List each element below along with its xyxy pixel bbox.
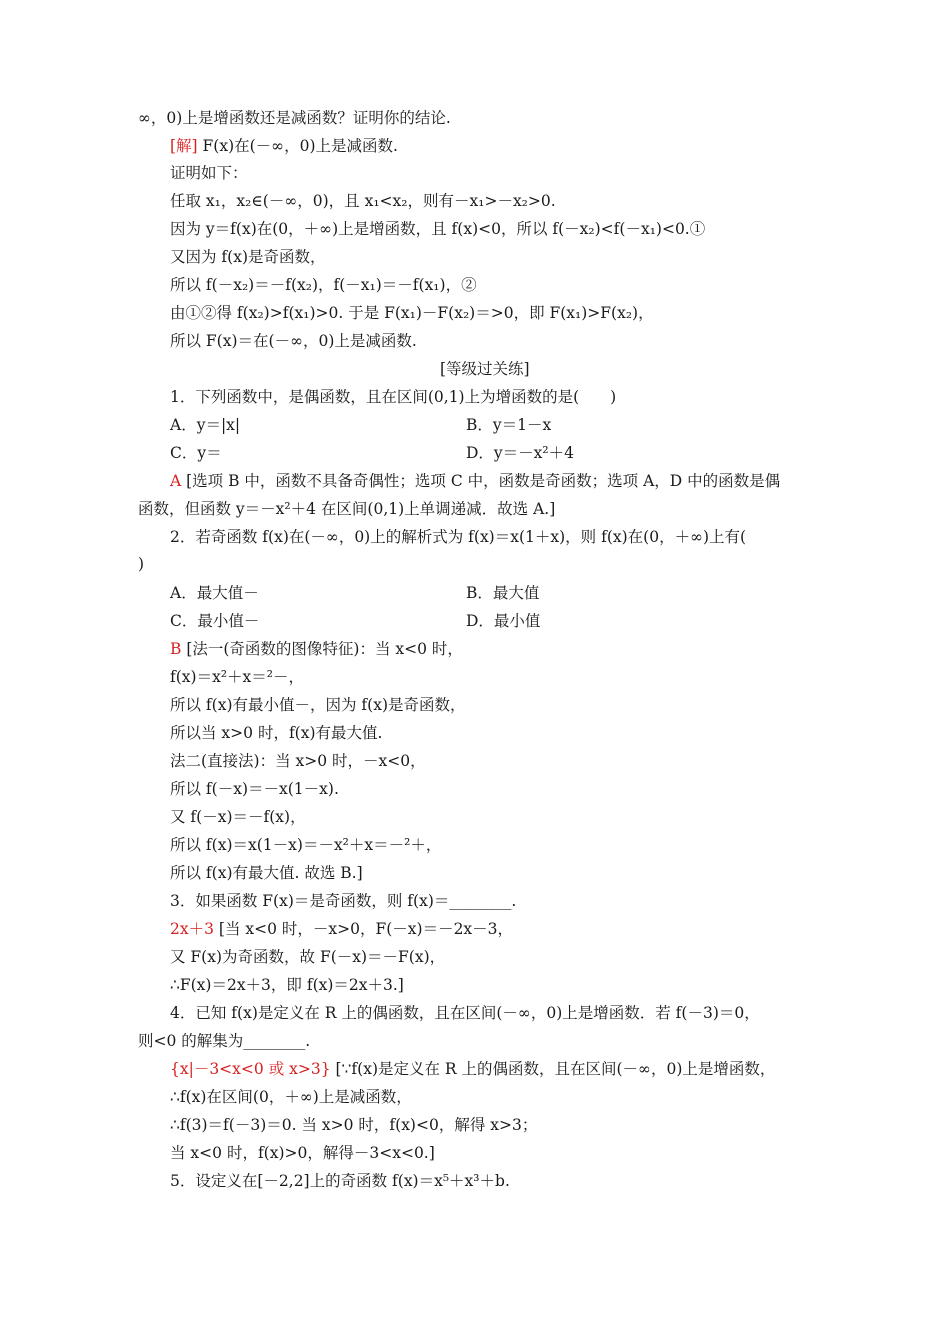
- line-text: f(x)＝x²＋x＝²－，: [170, 668, 304, 686]
- text-line: [170, 611, 259, 631]
- text-line: [170, 1171, 510, 1191]
- line-text: 2．若奇函数 f(x)在(－∞，0)上的解析式为 f(x)＝x(1＋x)，则 f(x)在(0，＋∞)上有(: [170, 528, 747, 546]
- line-text: 所以 F(x)＝在(－∞，0)上是减函数.: [170, 332, 417, 350]
- text-line: [170, 1003, 760, 1023]
- text-line: [170, 807, 306, 827]
- line-text: ∞，0)上是增函数还是减函数？证明你的结论.: [138, 109, 451, 127]
- line-text: ∴f(3)＝f(－3)＝0. 当 x>0 时，f(x)<0，解得 x>3；: [170, 1116, 538, 1134]
- line-text: 所以当 x>0 时，f(x)有最大值.: [170, 724, 383, 742]
- text-line: [170, 947, 445, 967]
- text-line: [170, 891, 516, 911]
- line-text: [法一(奇函数的图像特征)：当 x<0 时，: [181, 640, 463, 658]
- text-line: [466, 583, 539, 603]
- text-line: [170, 303, 654, 323]
- text-line: [466, 611, 540, 631]
- line-text: [等级过关练]: [440, 360, 530, 378]
- line-text: [选项 B 中，函数不具备奇偶性；选项 C 中，函数是奇函数；选项 A，D 中的函数是偶: [181, 472, 781, 490]
- text-line: [138, 554, 144, 574]
- answer-marker: {x|－3<x<0 或 x>3}: [170, 1060, 331, 1078]
- text-line: [170, 136, 398, 156]
- text-line: [170, 1087, 412, 1107]
- line-text: 所以 f(x)有最大值. 故选 B.]: [170, 864, 363, 882]
- answer-marker: A: [170, 472, 182, 490]
- line-text: A．最大值－: [170, 584, 259, 602]
- text-line: [170, 275, 477, 295]
- line-text: C．最小值－: [170, 612, 260, 630]
- line-text: ∴F(x)＝2x＋3，即 f(x)＝2x＋3.]: [170, 976, 404, 994]
- line-text: 4．已知 f(x)是定义在 R 上的偶函数，且在区间(－∞，0)上是增函数．若 f(－3)＝0，: [170, 1004, 760, 1022]
- line-text: F(x)在(－∞，0)上是减函数.: [197, 137, 398, 155]
- answer-marker: 2x＋3: [170, 920, 214, 938]
- line-text: 所以 f(x)＝x(1－x)＝－x²＋x＝－²＋，: [170, 836, 442, 854]
- line-text: 因为 y＝f(x)在(0，＋∞)上是增函数，且 f(x)<0，所以 f(－x₂)<f(－x₁)<0.①: [170, 220, 706, 238]
- line-text: 证明如下：: [170, 164, 248, 182]
- line-text: 法二(直接法)：当 x>0 时，－x<0，: [170, 752, 426, 770]
- text-line: [466, 443, 574, 463]
- text-line: [466, 415, 551, 435]
- text-line: [170, 163, 248, 183]
- text-line: [170, 723, 382, 743]
- answer-marker: B: [170, 640, 182, 658]
- line-text: 又 f(－x)＝－f(x)，: [170, 808, 306, 826]
- line-text: B．最大值: [466, 584, 540, 602]
- text-line: [138, 1031, 310, 1051]
- line-text: A．y＝|x|: [170, 416, 241, 434]
- text-line: [170, 835, 441, 855]
- text-line: [170, 751, 426, 771]
- text-line: [170, 863, 363, 883]
- text-line: [170, 667, 304, 687]
- line-text: 所以 f(－x₂)＝－f(x₂)，f(－x₁)＝－f(x₁)，②: [170, 276, 477, 294]
- text-line: [170, 443, 222, 463]
- text-line: [170, 191, 556, 211]
- line-text: 所以 f(－x)＝－x(1－x).: [170, 780, 339, 798]
- text-line: [170, 639, 463, 659]
- text-line: [138, 499, 555, 519]
- text-line: [170, 527, 746, 547]
- text-line: [170, 471, 780, 491]
- line-text: 函数，但函数 y＝－x²＋4 在区间(0,1)上单调递减．故选 A.]: [138, 500, 556, 518]
- text-line: [440, 359, 530, 379]
- text-line: [170, 919, 513, 939]
- line-text: 又因为 f(x)是奇函数，: [170, 248, 326, 266]
- text-line: [170, 1059, 775, 1079]
- line-text: 所以 f(x)有最小值－，因为 f(x)是奇函数，: [170, 696, 466, 714]
- line-text: D．y＝－x²＋4: [466, 444, 575, 462]
- line-text: ∴f(x)在区间(0，＋∞)上是减函数，: [170, 1088, 412, 1106]
- line-text: 1．下列函数中，是偶函数，且在区间(0,1)上为增函数的是( ): [170, 388, 617, 406]
- answer-marker: [解]: [170, 137, 198, 155]
- text-line: [170, 583, 259, 603]
- text-line: [170, 695, 466, 715]
- line-text: B．y＝1－x: [466, 416, 552, 434]
- text-line: [170, 1115, 537, 1135]
- line-text: 则<0 的解集为________.: [138, 1032, 311, 1050]
- line-text: C．y＝: [170, 444, 222, 462]
- line-text: 由①②得 f(x₂)>f(x₁)>0. 于是 F(x₁)－F(x₂)＝>0，即 F(x₁)>F(x₂)，: [170, 304, 654, 322]
- text-line: [138, 108, 451, 128]
- line-text: 5．设定义在[－2,2]上的奇函数 f(x)＝x⁵＋x³＋b.: [170, 1172, 510, 1190]
- text-line: [170, 415, 240, 435]
- line-text: 任取 x₁，x₂∈(－∞，0)，且 x₁<x₂，则有－x₁>－x₂>0.: [170, 192, 556, 210]
- line-text: [∵f(x)是定义在 R 上的偶函数，且在区间(－∞，0)上是增函数，: [330, 1060, 776, 1078]
- line-text: 又 F(x)为奇函数，故 F(－x)＝－F(x)，: [170, 948, 446, 966]
- line-text: [当 x<0 时，－x>0，F(－x)＝－2x－3，: [213, 920, 514, 938]
- line-text: 3．如果函数 F(x)＝是奇函数，则 f(x)＝________.: [170, 892, 517, 910]
- line-text: ): [138, 555, 145, 573]
- text-line: [170, 1143, 435, 1163]
- text-line: [170, 331, 417, 351]
- text-line: [170, 387, 616, 407]
- text-line: [170, 219, 705, 239]
- line-text: D．最小值: [466, 612, 541, 630]
- line-text: 当 x<0 时，f(x)>0，解得－3<x<0.]: [170, 1144, 435, 1162]
- text-line: [170, 975, 404, 995]
- text-line: [170, 779, 339, 799]
- text-line: [170, 247, 326, 267]
